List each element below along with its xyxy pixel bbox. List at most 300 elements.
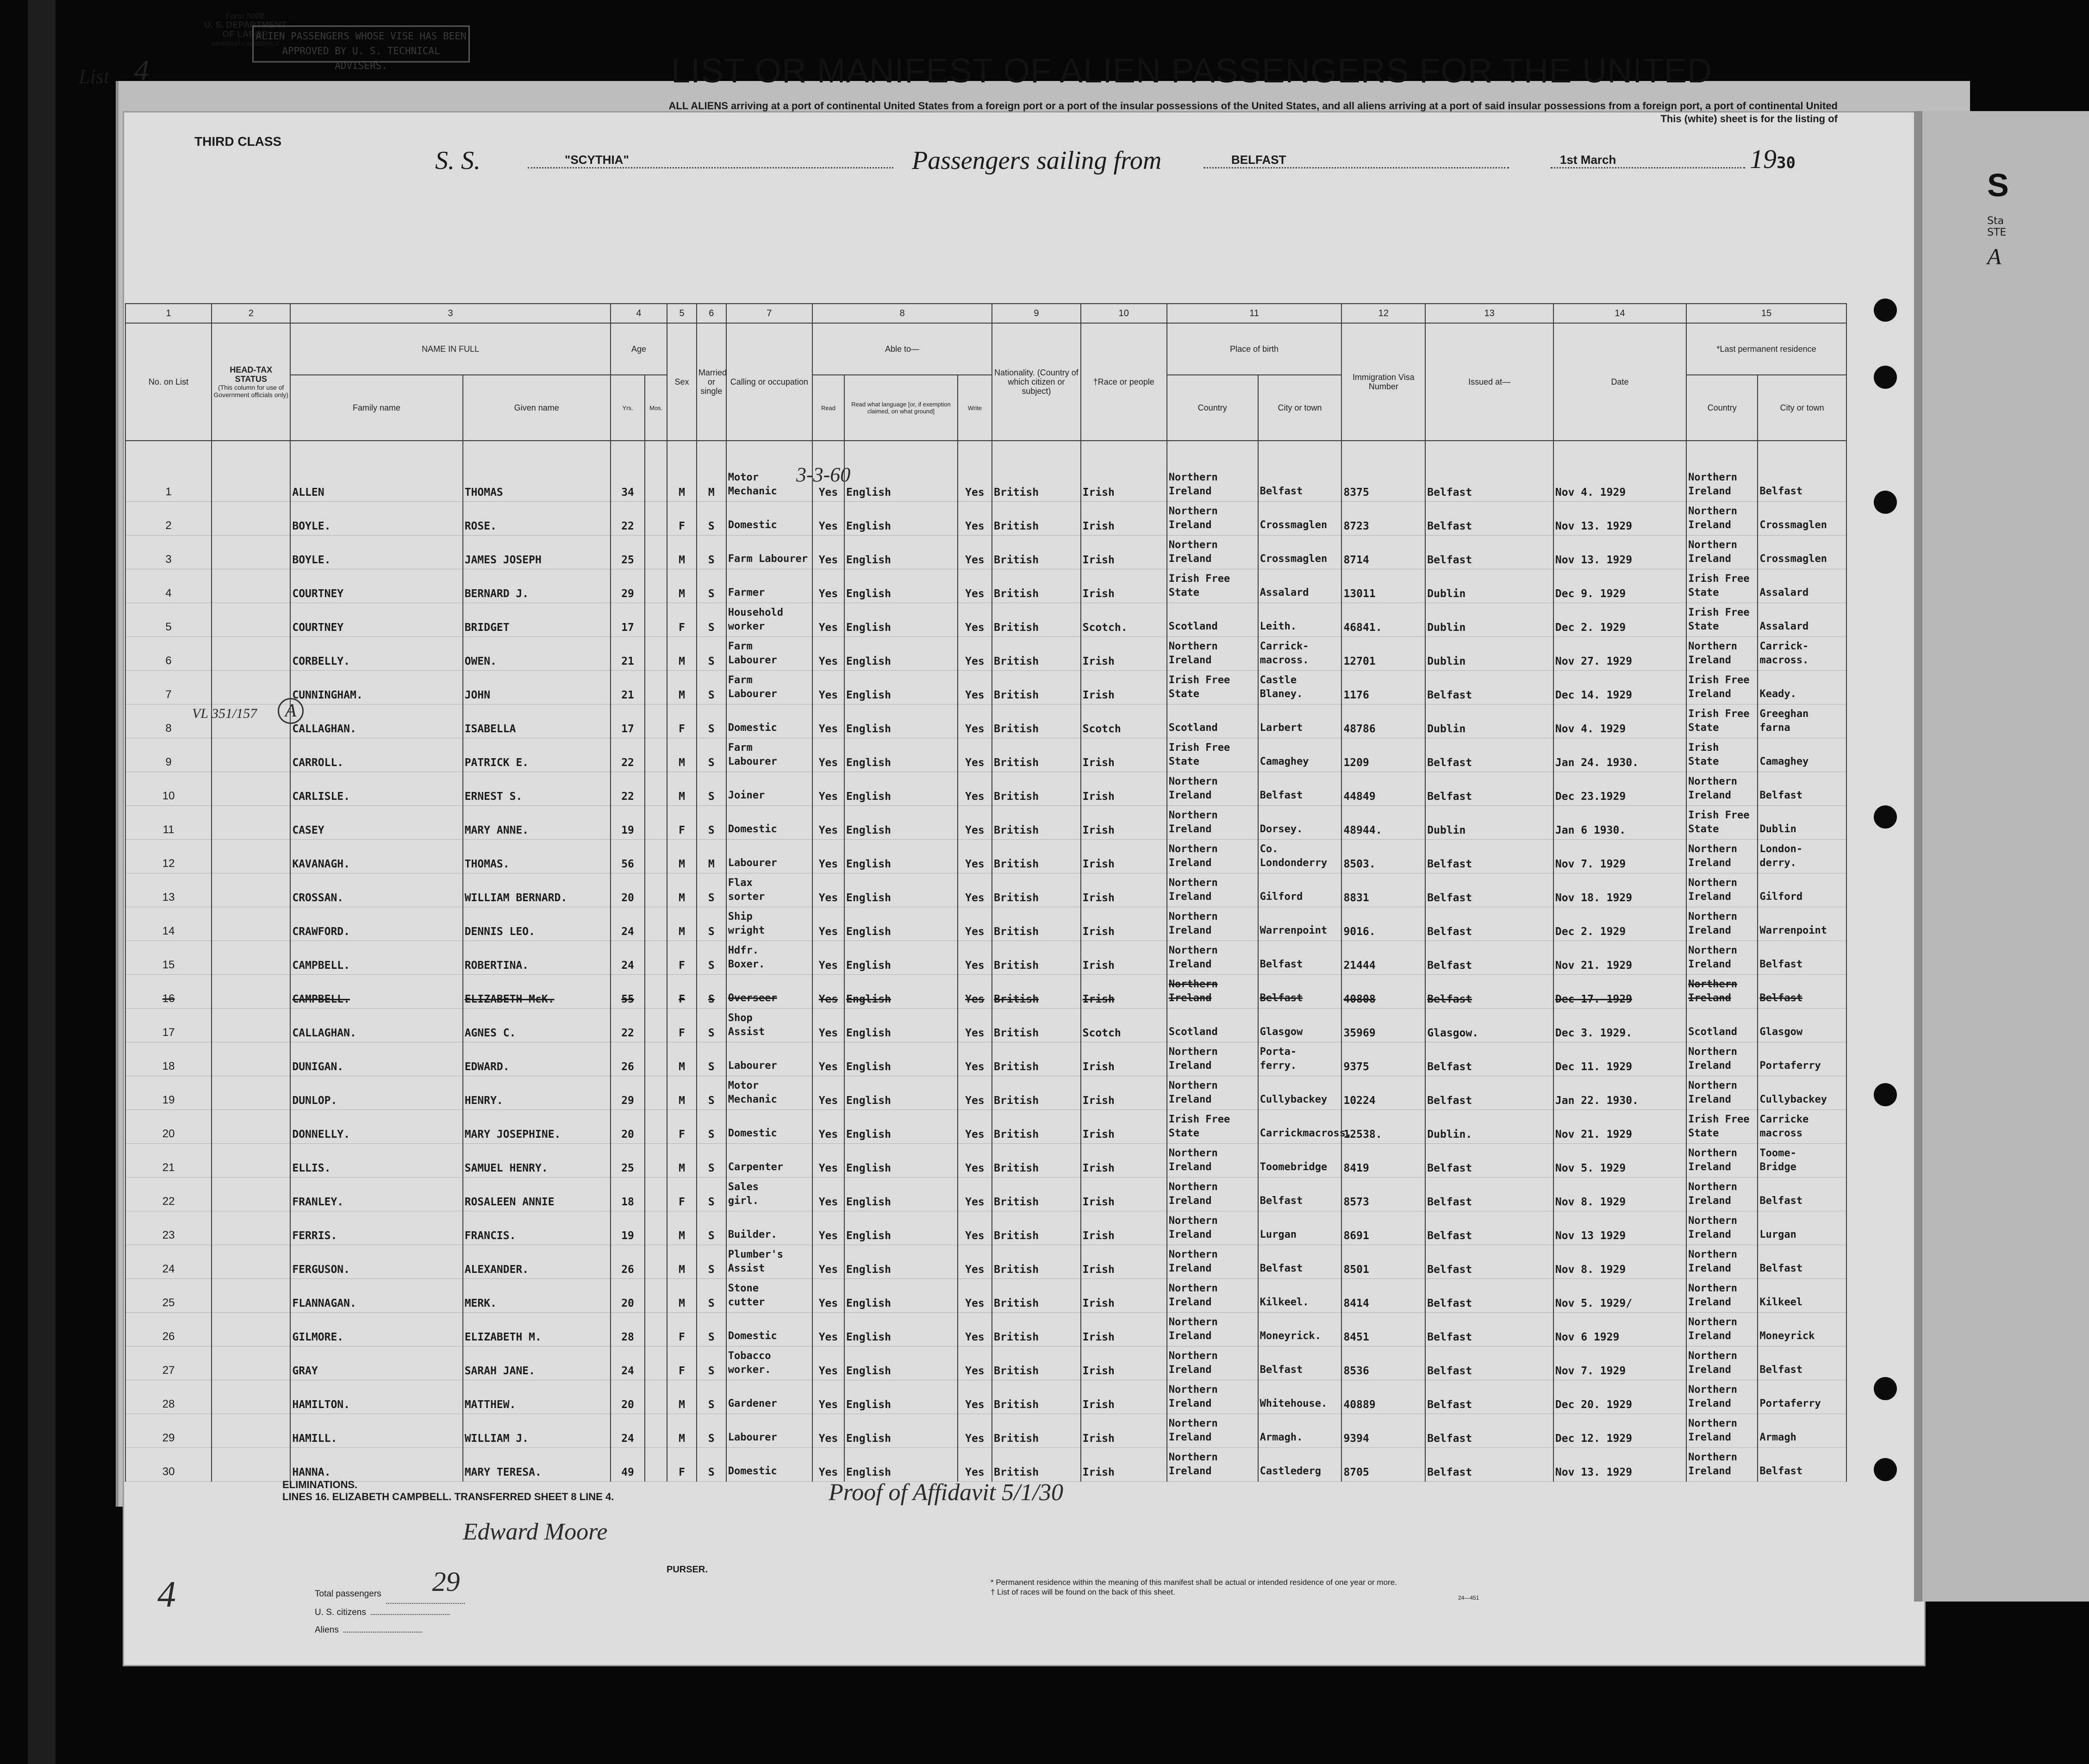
cell-birth-country: Northern Ireland [1167,1144,1258,1178]
cell-res-city: Carrick- macross. [1758,637,1846,671]
cell-write: Yes [958,502,992,536]
cell-given: BRIDGET [463,603,611,637]
cell-language: English [844,1279,958,1313]
passenger-row [125,603,1846,637]
cell-res-city: Assalard [1758,569,1846,603]
cell-family: GRAY [290,1346,462,1380]
cell-occupation: Shop Assist [726,1009,812,1042]
cell-ms: S [697,1042,726,1076]
cell-age: 26 [611,1042,645,1076]
passenger-row [125,1313,1846,1346]
cell-birth-country: Northern Ireland [1167,1448,1258,1482]
cell-ms: S [697,1110,726,1144]
cell-sex: M [667,738,697,772]
cell-res-country: Northern Ireland [1686,873,1758,907]
cell-issued: Glasgow. [1425,1009,1553,1042]
cell-birth-country: Northern Ireland [1167,1042,1258,1076]
cell-race: Irish [1081,1042,1167,1076]
cell-read: Yes [812,1279,844,1313]
cell-occupation: Hdfr. Boxer. [726,941,812,975]
cell-nationality: British [992,704,1080,738]
cell-birth-country: Northern Ireland [1167,637,1258,671]
cell-no: 6 [125,637,212,671]
cell-date: Nov 4. 1929 [1553,704,1686,738]
cell-occupation: Labourer [726,1042,812,1076]
cell-mos [645,441,667,502]
cell-birth-country: Northern Ireland [1167,873,1258,907]
cell-date: Nov 8. 1929 [1553,1178,1686,1211]
passenger-row [125,1448,1846,1482]
cell-res-city: Moneyrick [1758,1313,1846,1346]
cell-sex: M [667,1144,697,1178]
cell-no: 22 [125,1178,212,1211]
cell-race: Irish [1081,1211,1167,1245]
cell-issued: Belfast [1425,1346,1553,1380]
cell-no: 12 [125,840,212,873]
cell-date: Jan 22. 1930. [1553,1076,1686,1110]
aliens-value [343,1632,422,1633]
cell-language: English [844,907,958,941]
cell-sex: M [667,1211,697,1245]
cell-occupation: Tobacco worker. [726,1346,812,1380]
cell-visa: 12701 [1341,637,1425,671]
cell-given: PATRICK E. [463,738,611,772]
cell-given: MARY JOSEPHINE. [463,1110,611,1144]
cell-family: HANNA. [290,1448,462,1482]
cell-res-country: Northern Ireland [1686,975,1758,1009]
cell-nationality: British [992,1178,1080,1211]
cell-write: Yes [958,1380,992,1414]
passenger-row [125,1110,1846,1144]
cell-res-country: Scotland [1686,1009,1758,1042]
cell-res-country: Northern Ireland [1686,1414,1758,1448]
cell-res-country: Irish State [1686,738,1758,772]
punch-hole [1874,366,1897,389]
cell-date: Nov 21. 1929 [1553,941,1686,975]
cell-given: ERNEST S. [463,772,611,806]
cell-birth-city: Belfast [1258,941,1342,975]
cell-issued: Belfast [1425,772,1553,806]
cell-age: 56 [611,840,645,873]
cell-family: CORBELLY. [290,637,462,671]
cell-ms: S [697,738,726,772]
cell-issued: Belfast [1425,1279,1553,1313]
cell-occupation: Domestic [726,704,812,738]
cell-birth-country: Northern Ireland [1167,941,1258,975]
cell-issued: Belfast [1425,873,1553,907]
cell-ms: M [697,840,726,873]
header-able-to: Able to— [812,323,992,375]
cell-write: Yes [958,1144,992,1178]
cell-res-city: Portaferry [1758,1042,1846,1076]
cell-res-country: Irish Free State [1686,806,1758,840]
cell-language: English [844,536,958,569]
cell-age: 25 [611,1144,645,1178]
cell-tax [212,1110,290,1144]
cell-res-city: Camaghey [1758,738,1846,772]
cell-age: 20 [611,1380,645,1414]
cell-age: 24 [611,1346,645,1380]
cell-nationality: British [992,1279,1080,1313]
cell-no: 28 [125,1380,212,1414]
header-nationality: Nationality. (Country of which citizen or subject) [992,323,1080,441]
cell-birth-city: Camaghey [1258,738,1342,772]
col-num: 15 [1686,304,1846,323]
cell-read: Yes [812,1346,844,1380]
cell-issued: Belfast [1425,1380,1553,1414]
cell-mos [645,941,667,975]
header-write: Write [958,375,992,441]
cell-language: English [844,1042,958,1076]
cell-tax [212,1346,290,1380]
cell-tax [212,1313,290,1346]
service: IMMIGRATION SERVICE [211,40,280,47]
cell-visa: 8723 [1341,502,1425,536]
cell-res-country: Irish Free State [1686,569,1758,603]
col-num: 12 [1341,304,1425,323]
col-num: 2 [212,304,290,323]
cell-race: Irish [1081,637,1167,671]
cell-language: English [844,840,958,873]
cell-birth-country: Northern Ireland [1167,1211,1258,1245]
cell-sex: F [667,502,697,536]
cell-write: Yes [958,441,992,502]
cell-ms: S [697,1414,726,1448]
cell-birth-city: Whitehouse. [1258,1380,1342,1414]
cell-read: Yes [812,1042,844,1076]
cell-read: Yes [812,1211,844,1245]
us-citizens-label: U. S. citizens [315,1608,366,1617]
cell-birth-country: Scotland [1167,704,1258,738]
us-citizens-value [371,1614,449,1615]
eliminations [282,1479,614,1503]
cell-language: English [844,806,958,840]
cell-mos [645,536,667,569]
passenger-row [125,1144,1846,1178]
cell-age: 34 [611,441,645,502]
cell-age: 26 [611,1245,645,1279]
cell-tax [212,1009,290,1042]
col-num: 14 [1553,304,1686,323]
header-birth-city: City or town [1258,375,1342,441]
cell-date: Nov 13. 1929 [1553,1448,1686,1482]
cell-ms: S [697,772,726,806]
cell-issued: Belfast [1425,1076,1553,1110]
cell-res-country: Northern Ireland [1686,441,1758,502]
cell-race: Irish [1081,1448,1167,1482]
cell-language: English [844,1380,958,1414]
cell-family: ELLIS. [290,1144,462,1178]
cell-write: Yes [958,941,992,975]
passenger-row [125,1211,1846,1245]
cell-mos [645,1313,667,1346]
cell-sex: M [667,1245,697,1279]
col-num: 13 [1425,304,1553,323]
cell-res-city: Belfast [1758,1245,1846,1279]
cell-age: 22 [611,502,645,536]
cell-nationality: British [992,975,1080,1009]
cell-ms: S [697,671,726,704]
cell-language: English [844,941,958,975]
cell-visa: 9375 [1341,1042,1425,1076]
cell-ms: S [697,1178,726,1211]
cell-nationality: British [992,1076,1080,1110]
passenger-row [125,941,1846,975]
cell-visa: 13011 [1341,569,1425,603]
cell-write: Yes [958,1279,992,1313]
cell-given: ROBERTINA. [463,941,611,975]
intro-line-2: This (white) sheet is for the listing of [1660,113,1838,125]
cell-sex: F [667,1313,697,1346]
cell-visa: 8705 [1341,1448,1425,1482]
cell-family: DONNELLY. [290,1110,462,1144]
cell-birth-country: Northern Ireland [1167,840,1258,873]
cell-tax [212,738,290,772]
cell-no: 13 [125,873,212,907]
cell-race: Irish [1081,1414,1167,1448]
page-title: LIST OR MANIFEST OF ALIEN PASSENGERS FOR THE UNITED [671,51,1713,90]
cell-mos [645,569,667,603]
cell-age: 22 [611,738,645,772]
cell-tax [212,536,290,569]
cell-mos [645,1144,667,1178]
passenger-row [125,536,1846,569]
cell-no: 20 [125,1110,212,1144]
header-given-name: Given name [463,375,611,441]
cell-issued: Belfast [1425,840,1553,873]
col-num: 10 [1081,304,1167,323]
cell-occupation: Sales girl. [726,1178,812,1211]
cell-given: ELIZABETH M. [463,1313,611,1346]
cell-tax [212,1279,290,1313]
cell-nationality: British [992,441,1080,502]
cell-birth-country: Irish Free State [1167,738,1258,772]
cell-family: FERGUSON. [290,1245,462,1279]
cell-race: Irish [1081,738,1167,772]
cell-nationality: British [992,840,1080,873]
cell-visa: 8536 [1341,1346,1425,1380]
cell-occupation: Farmer [726,569,812,603]
cell-res-city: Toome- Bridge [1758,1144,1846,1178]
sailing-date: 1st March [1551,153,1745,168]
passenger-row [125,671,1846,704]
cell-given: ELIZABETH McK. [463,975,611,1009]
cell-given: BERNARD J. [463,569,611,603]
cell-age: 29 [611,1076,645,1110]
cell-sex: M [667,671,697,704]
total-passengers-number: 29 [432,1566,460,1597]
cell-date: Nov 18. 1929 [1553,873,1686,907]
sailing-label: Passengers sailing from [912,146,1162,175]
cell-res-country: Northern Ireland [1686,772,1758,806]
cell-birth-city: Porta- ferry. [1258,1042,1342,1076]
cell-birth-country: Northern Ireland [1167,1313,1258,1346]
cell-sex: F [667,1009,697,1042]
cell-sex: M [667,907,697,941]
cell-birth-city: Dorsey. [1258,806,1342,840]
col-num: 3 [290,304,610,323]
cell-write: Yes [958,907,992,941]
cell-res-city: London- derry. [1758,840,1846,873]
cell-birth-city: Co. Londonderry [1258,840,1342,873]
cell-write: Yes [958,1313,992,1346]
cell-race: Irish [1081,441,1167,502]
cell-no: 18 [125,1042,212,1076]
cell-family: CARLISLE. [290,772,462,806]
cell-visa: 8501 [1341,1245,1425,1279]
punch-hole [1874,805,1897,829]
header-row-1 [125,323,1846,375]
cell-family: DUNIGAN. [290,1042,462,1076]
cell-occupation: Builder. [726,1211,812,1245]
cell-tax [212,840,290,873]
cell-mos [645,772,667,806]
cell-issued: Belfast [1425,941,1553,975]
cell-occupation: Household worker [726,603,812,637]
cell-mos [645,840,667,873]
cell-given: EDWARD. [463,1042,611,1076]
cell-nationality: British [992,1042,1080,1076]
cell-res-city: Assalard [1758,603,1846,637]
cell-date: Dec 14. 1929 [1553,671,1686,704]
cell-race: Scotch. [1081,603,1167,637]
cell-occupation: Ship wright [726,907,812,941]
cell-occupation: Domestic [726,1313,812,1346]
cell-sex: M [667,1414,697,1448]
cell-birth-city: Belfast [1258,1346,1342,1380]
cell-birth-city: Moneyrick. [1258,1313,1342,1346]
cell-race: Scotch [1081,704,1167,738]
cell-birth-city: Lurgan [1258,1211,1342,1245]
cell-family: CARROLL. [290,738,462,772]
cell-ms: S [697,569,726,603]
cell-ms: S [697,637,726,671]
cell-given: OWEN. [463,637,611,671]
cell-no: 8 [125,704,212,738]
header-race: †Race or people [1081,323,1167,441]
cell-read: Yes [812,1178,844,1211]
class-label: THIRD CLASS [194,134,282,149]
cell-res-country: Northern Ireland [1686,941,1758,975]
cell-ms: S [697,975,726,1009]
cell-language: English [844,1414,958,1448]
cell-res-country: Northern Ireland [1686,1448,1758,1482]
cell-res-city: Kilkeel [1758,1279,1846,1313]
cell-no: 16 [125,975,212,1009]
cell-nationality: British [992,603,1080,637]
header-res-city: City or town [1758,375,1846,441]
cell-ms: S [697,1211,726,1245]
cell-sex: M [667,441,697,502]
cell-language: English [844,1313,958,1346]
cell-res-city: Belfast [1758,1178,1846,1211]
cell-tax [212,637,290,671]
passenger-row [125,1009,1846,1042]
passenger-row [125,975,1846,1009]
approval-stamp [252,25,470,71]
cell-no: 19 [125,1076,212,1110]
cell-write: Yes [958,1178,992,1211]
cell-given: AGNES C. [463,1009,611,1042]
cell-tax [212,1245,290,1279]
cell-nationality: British [992,1313,1080,1346]
cell-res-country: Northern Ireland [1686,536,1758,569]
cell-res-country: Irish Free State [1686,603,1758,637]
cell-no: 4 [125,569,212,603]
cell-visa: 48944. [1341,806,1425,840]
cell-nationality: British [992,1144,1080,1178]
cell-read: Yes [812,840,844,873]
cell-mos [645,671,667,704]
passenger-row [125,907,1846,941]
header-age: Age [611,323,667,375]
cell-birth-country: Northern Ireland [1167,1414,1258,1448]
cell-ms: S [697,1346,726,1380]
cell-visa: 21444 [1341,941,1425,975]
cell-date: Dec 9. 1929 [1553,569,1686,603]
passenger-row [125,1178,1846,1211]
cell-res-city: Warrenpoint [1758,907,1846,941]
cell-birth-city: Carrickmacross. [1258,1110,1342,1144]
header-head-tax [212,323,290,441]
cell-ms: S [697,1076,726,1110]
cell-language: English [844,502,958,536]
cell-ms: S [697,536,726,569]
cell-occupation: Labourer [726,1414,812,1448]
cell-visa: 12538. [1341,1110,1425,1144]
cell-language: English [844,441,958,502]
stamp-line-2: APPROVED BY U. S. TECHNICAL ADVISERS. [282,45,440,71]
cell-given: MERK. [463,1279,611,1313]
cell-family: FRANLEY. [290,1178,462,1211]
cell-family: COURTNEY [290,569,462,603]
head-tax-note: (This column for use of Government officials only) [213,384,289,399]
cell-no: 29 [125,1414,212,1448]
passenger-row [125,441,1846,502]
cell-birth-city: Leith. [1258,603,1342,637]
cell-visa: 8451 [1341,1313,1425,1346]
cell-issued: Belfast [1425,1211,1553,1245]
cell-write: Yes [958,1042,992,1076]
cell-occupation: Farm Labourer [726,671,812,704]
cell-mos [645,1245,667,1279]
cell-write: Yes [958,840,992,873]
cell-no: 27 [125,1346,212,1380]
cell-given: FRANCIS. [463,1211,611,1245]
cell-no: 24 [125,1245,212,1279]
cell-write: Yes [958,603,992,637]
cell-read: Yes [812,772,844,806]
cell-res-city: Crossmaglen [1758,502,1846,536]
cell-res-city: Armagh [1758,1414,1846,1448]
cell-nationality: British [992,1245,1080,1279]
passenger-row [125,704,1846,738]
header-name-in-full: NAME IN FULL [290,323,610,375]
cell-given: SAMUEL HENRY. [463,1144,611,1178]
cell-tax [212,569,290,603]
us-citizens-row [315,1604,465,1621]
cell-language: English [844,873,958,907]
cell-mos [645,1346,667,1380]
cell-tax [212,941,290,975]
cell-family: CASEY [290,806,462,840]
aliens-row [315,1621,465,1639]
cell-occupation: Motor Mechanic [726,441,812,502]
cell-family: DUNLOP. [290,1076,462,1110]
cell-sex: F [667,975,697,1009]
cell-birth-city: Assalard [1258,569,1342,603]
cell-birth-country: Northern Ireland [1167,536,1258,569]
